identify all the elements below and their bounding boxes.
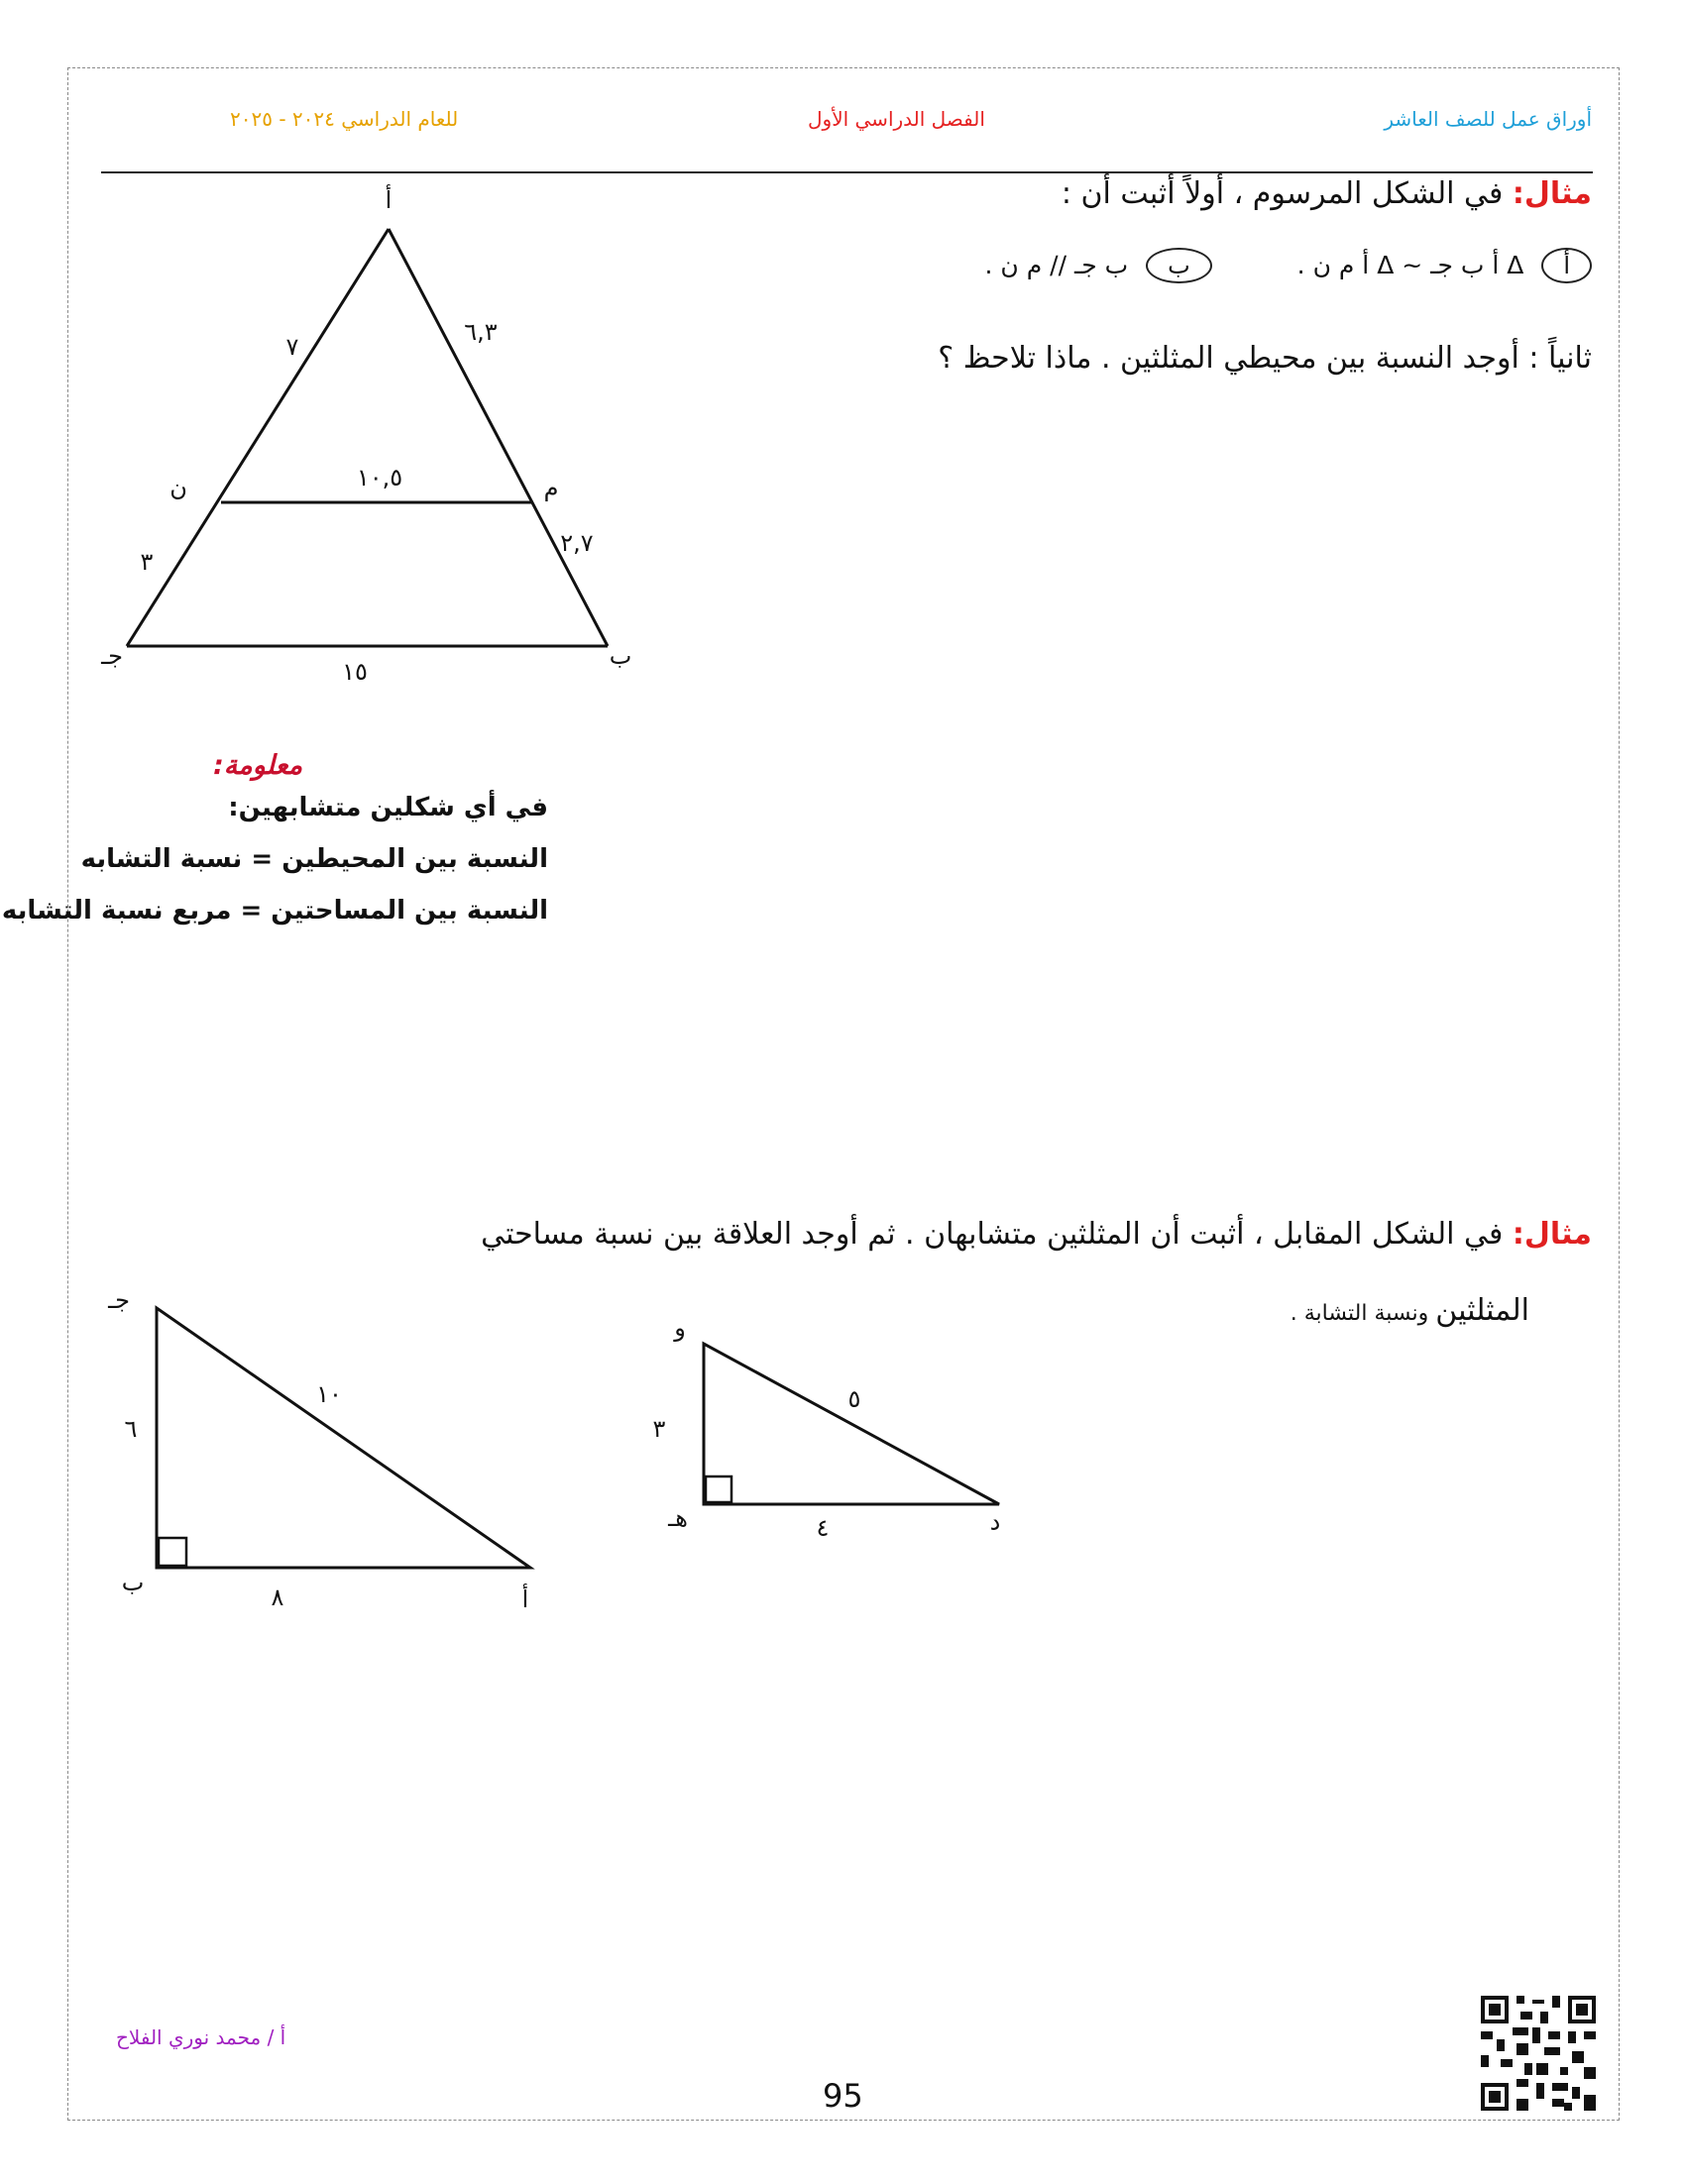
example1-second-part: ثانياً : أوجد النسبة بين محيطي المثلثين . ماذا تلاحظ ؟ (938, 341, 1592, 376)
header-semester: الفصل الدراسي الأول (808, 107, 985, 131)
option-a-text: Δ أ ب جـ ~ Δ أ م ن . (1296, 251, 1524, 279)
small-vertex-top: و (674, 1314, 686, 1342)
length-nm: ١٠,٥ (356, 464, 403, 491)
big-length-base: ٨ (271, 1583, 284, 1611)
big-vertex-right: أ (521, 1585, 529, 1613)
example2-prompt-word: المثلثين (1435, 1293, 1529, 1328)
example1-prompt (1062, 176, 1592, 211)
author-name: أ / محمد نوري الفلاح (116, 2025, 286, 2049)
small-length-hyp: ٥ (847, 1385, 861, 1413)
option-b-circle: ب (1146, 248, 1212, 283)
vertex-n: ن (169, 474, 187, 501)
big-length-vertical: ٦ (124, 1415, 138, 1443)
info-line-1: في أي شكلين متشابهين: (228, 793, 548, 822)
length-am: ٦,٣ (464, 318, 498, 346)
side-a-b (389, 229, 608, 646)
example2-prompt-text: في الشكل المقابل ، أثبت أن المثلثين متشابهان . ثم أوجد العلاقة بين نسبة مساحتي (481, 1217, 1513, 1252)
big-vertex-corner: ب (121, 1569, 145, 1596)
header-worksheet-title: أوراق عمل للصف العاشر (1384, 107, 1592, 131)
example1-prompt-text: في الشكل المرسوم ، أولاً أثبت أن : (1061, 176, 1513, 211)
small-right-triangle (704, 1344, 999, 1504)
length-jb: ١٥ (342, 658, 368, 686)
length-an: ٧ (285, 333, 299, 361)
big-right-triangle (157, 1308, 530, 1568)
vertex-right-bottom: ب (609, 642, 632, 670)
qr-code-icon (1477, 1992, 1600, 2115)
page-number: 95 (823, 2077, 863, 2115)
info-line-3: النسبة بين المساحتين = مربع نسبة التشابه (1, 896, 548, 926)
vertex-apex: أ (385, 186, 393, 214)
vertex-left-bottom: جـ (101, 642, 123, 670)
length-nj: ٣ (140, 548, 154, 576)
small-vertex-right: د (989, 1508, 1001, 1536)
example2-prompt (481, 1217, 1592, 1252)
header-school-year: للعام الدراسي ٢٠٢٤ - ٢٠٢٥ (230, 107, 459, 131)
example2-label: مثال: (1512, 1217, 1592, 1252)
option-a-circle: أ (1541, 248, 1592, 283)
option-b-text: ب جـ ∕∕ م ن . (984, 251, 1129, 279)
example1-options (985, 248, 1592, 283)
small-length-base: ٤ (816, 1514, 830, 1542)
example2-prompt-line2 (1291, 1293, 1529, 1328)
example2-prompt-rest: ونسبة التشابة . (1290, 1301, 1436, 1326)
big-vertex-top: جـ (108, 1286, 130, 1314)
header-divider (101, 171, 1593, 173)
small-vertex-corner: هـ (668, 1504, 688, 1532)
small-right-angle-mark (706, 1476, 731, 1502)
figure-triangle-parallel (79, 178, 674, 694)
big-right-angle-mark (159, 1538, 186, 1566)
small-length-vertical: ٣ (652, 1415, 666, 1443)
vertex-m: م (543, 474, 559, 501)
example1-label: مثال: (1512, 176, 1592, 211)
figure-right-triangles (79, 1278, 1070, 1635)
info-line-2: النسبة بين المحيطين = نسبة التشابه (80, 844, 548, 874)
length-mb: ٢,٧ (560, 529, 594, 557)
info-title: معلومة: (213, 750, 303, 781)
side-a-j (127, 229, 389, 646)
big-length-hyp: ١٠ (316, 1380, 342, 1408)
